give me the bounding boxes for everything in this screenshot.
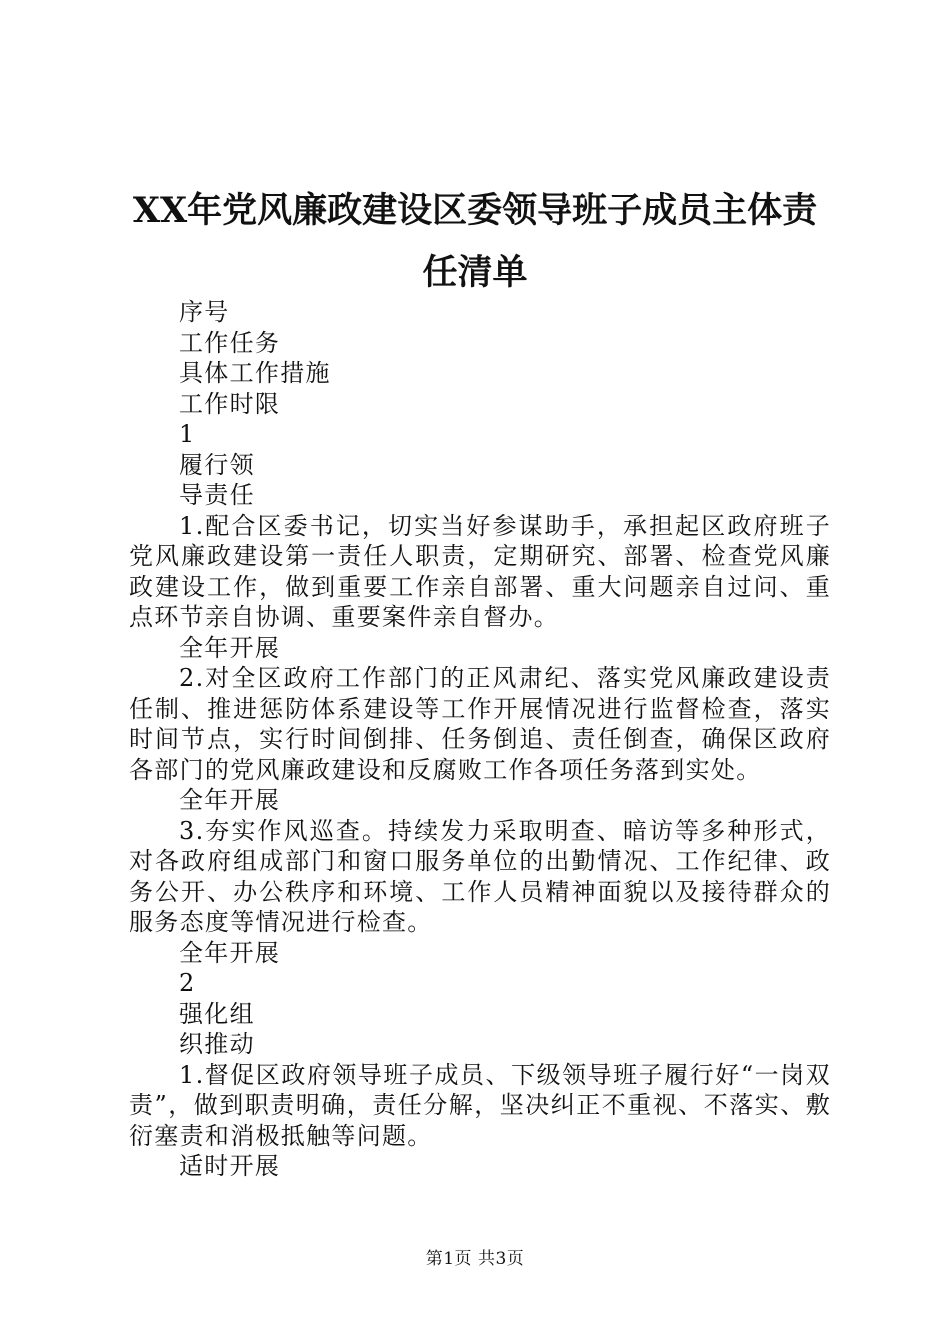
document-title — [100, 180, 850, 304]
title-line-1: XX年党风廉政建设区委领导班子成员主体责 — [132, 190, 818, 231]
deadline-text: 适时开展 — [179, 1152, 281, 1180]
header-serial: 序号 — [179, 298, 230, 326]
measure-paragraph: 1.配合区委书记，切实当好参谋助手，承担起区政府班子党风廉政建设第一责任人职责，定期研究、部署、检查党风廉政建设工作，做到重要工作亲自部署、重大问题亲自过问、重点环节亲自协调、重要案件亲自督办。 — [129, 511, 831, 631]
measure-paragraph: 2.对全区政府工作部门的正风肃纪、落实党风廉政建设责任制、推进惩防体系建设等工作开展情况进行监督检查，落实时间节点，实行时间倒排、任务倒追、责任倒查，确保区政府各部门的党风廉政建设和反腐败工作各项任务落到实处。 — [129, 664, 831, 784]
row-1-task-part-2: 导责任 — [179, 481, 255, 509]
document-body — [129, 297, 831, 1182]
title-line-2: 任清单 — [422, 252, 528, 293]
deadline-text: 全年开展 — [179, 633, 281, 662]
header-task: 工作任务 — [179, 328, 281, 357]
row-2-task-part-1: 强化组 — [179, 999, 255, 1028]
row-1-task-part-1: 履行领 — [179, 450, 255, 479]
header-measures: 具体工作措施 — [179, 359, 331, 387]
deadline-text: 全年开展 — [179, 786, 281, 814]
page-footer: 第1页 共3页 — [425, 1249, 525, 1269]
row-2-task-part-2: 织推动 — [179, 1030, 255, 1058]
row-1-number: 1 — [179, 420, 196, 448]
header-deadline: 工作时限 — [179, 389, 281, 418]
measure-paragraph: 3.夯实作风巡查。持续发力采取明查、暗访等多种形式，对各政府组成部门和窗口服务单位的出勤情况、工作纪律、政务公开、办公秩序和环境、工作人员精神面貌以及接待群众的服务态度等情况进行检查。 — [129, 816, 831, 936]
row-2-number: 2 — [179, 969, 196, 997]
deadline-text: 全年开展 — [179, 938, 281, 967]
measure-paragraph: 1.督促区政府领导班子成员、下级领导班子履行好“一岗双责”，做到职责明确，责任分解，坚决纠正不重视、不落实、敷衍塞责和消极抵触等问题。 — [129, 1060, 831, 1150]
